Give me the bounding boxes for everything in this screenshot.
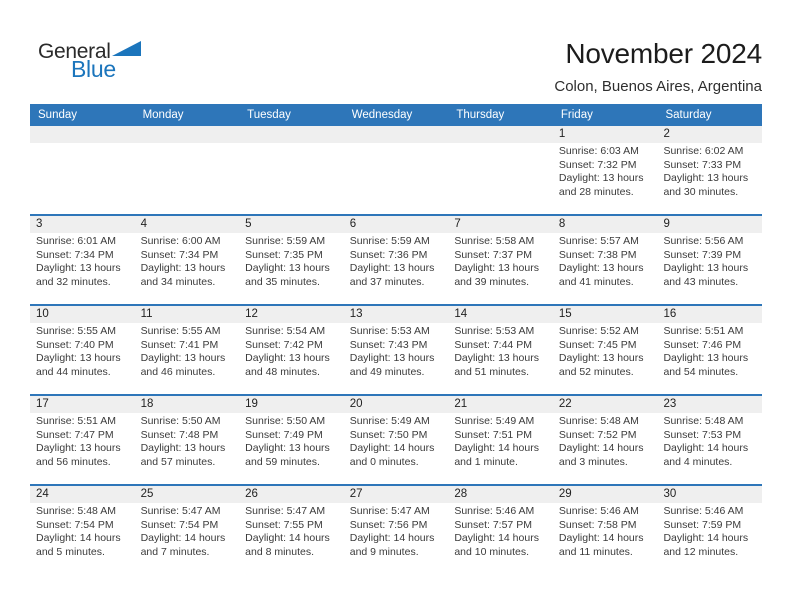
sunset-line: Sunset: 7:55 PM bbox=[245, 518, 323, 531]
day-detail-strip bbox=[30, 233, 762, 289]
day-number: 5 bbox=[245, 218, 252, 230]
day-cell bbox=[448, 233, 553, 289]
day-number: 17 bbox=[36, 398, 49, 410]
day-cell bbox=[657, 323, 762, 379]
sunrise-line: Sunrise: 5:57 AM bbox=[558, 235, 639, 247]
day-number: 24 bbox=[36, 488, 49, 500]
sunset-line: Sunset: 7:52 PM bbox=[558, 428, 637, 441]
sunrise-line: Sunrise: 5:56 AM bbox=[663, 235, 744, 247]
day-cell bbox=[657, 413, 762, 469]
day-number: 4 bbox=[140, 218, 147, 230]
sunset-line: Sunset: 7:42 PM bbox=[245, 338, 323, 351]
sunrise-line: Sunrise: 5:53 AM bbox=[349, 325, 430, 337]
sunrise-line: Sunrise: 5:51 AM bbox=[36, 415, 116, 427]
sunset-line: Sunset: 7:33 PM bbox=[663, 158, 742, 171]
day-number: 19 bbox=[245, 398, 258, 410]
day-number: 3 bbox=[36, 218, 43, 230]
day-number: 6 bbox=[349, 218, 357, 230]
weekday-header-monday: Monday bbox=[142, 109, 184, 121]
sunrise-line: Sunrise: 5:55 AM bbox=[140, 325, 221, 337]
daylight-line: Daylight: 13 hours and 49 minutes. bbox=[349, 352, 435, 378]
sunrise-line: Sunrise: 5:46 AM bbox=[454, 505, 535, 517]
calendar-body bbox=[30, 126, 762, 574]
day-number: 28 bbox=[454, 488, 468, 500]
sunset-line: Sunset: 7:37 PM bbox=[454, 248, 532, 261]
day-cell bbox=[448, 323, 553, 379]
daylight-line: Daylight: 14 hours and 5 minutes. bbox=[36, 532, 121, 558]
day-number: 26 bbox=[245, 488, 258, 500]
daylight-line: Daylight: 13 hours and 34 minutes. bbox=[140, 262, 226, 288]
day-number-strip bbox=[30, 126, 762, 143]
sunset-line: Sunset: 7:56 PM bbox=[349, 518, 428, 531]
day-number: 15 bbox=[558, 308, 572, 320]
day-number: 27 bbox=[349, 488, 363, 500]
day-number: 18 bbox=[140, 398, 154, 410]
sunset-line: Sunset: 7:58 PM bbox=[558, 518, 637, 531]
day-cell bbox=[344, 503, 449, 559]
daylight-line: Daylight: 14 hours and 10 minutes. bbox=[454, 532, 539, 558]
day-cell bbox=[135, 233, 240, 289]
weekday-header-wednesday: Wednesday bbox=[351, 109, 413, 121]
sunrise-line: Sunrise: 5:48 AM bbox=[663, 415, 744, 427]
day-cell bbox=[553, 233, 658, 289]
sunrise-line: Sunrise: 6:01 AM bbox=[36, 235, 116, 247]
day-number-empty bbox=[135, 126, 240, 143]
day-cell bbox=[239, 323, 344, 379]
day-cell-empty bbox=[344, 143, 449, 199]
day-cell bbox=[135, 413, 240, 469]
weekday-header-sunday: Sunday bbox=[38, 109, 78, 121]
daylight-line: Daylight: 13 hours and 28 minutes. bbox=[558, 172, 644, 198]
sunset-line: Sunset: 7:59 PM bbox=[663, 518, 742, 531]
sunrise-line: Sunrise: 5:59 AM bbox=[245, 235, 326, 247]
daylight-line: Daylight: 14 hours and 3 minutes. bbox=[558, 442, 644, 468]
day-cell bbox=[239, 413, 344, 469]
sunrise-line: Sunrise: 6:02 AM bbox=[663, 145, 744, 157]
day-number-strip bbox=[30, 306, 762, 323]
sunrise-line: Sunrise: 5:51 AM bbox=[663, 325, 744, 337]
sunset-line: Sunset: 7:41 PM bbox=[140, 338, 219, 351]
sunrise-line: Sunrise: 5:46 AM bbox=[558, 505, 639, 517]
weekday-header-row bbox=[30, 104, 762, 126]
day-cell bbox=[553, 323, 658, 379]
day-number-strip bbox=[30, 396, 762, 413]
sunset-line: Sunset: 7:34 PM bbox=[140, 248, 219, 261]
sunset-line: Sunset: 7:51 PM bbox=[454, 428, 532, 441]
daylight-line: Daylight: 13 hours and 41 minutes. bbox=[558, 262, 644, 288]
day-number: 21 bbox=[454, 398, 468, 410]
sunrise-line: Sunrise: 5:47 AM bbox=[349, 505, 430, 517]
sunset-line: Sunset: 7:44 PM bbox=[454, 338, 532, 351]
weekday-header-saturday: Saturday bbox=[665, 109, 712, 121]
day-number: 2 bbox=[663, 128, 670, 140]
sunrise-line: Sunrise: 5:47 AM bbox=[245, 505, 326, 517]
sunset-line: Sunset: 7:48 PM bbox=[140, 428, 219, 441]
day-detail-strip bbox=[30, 503, 762, 559]
sunset-line: Sunset: 7:49 PM bbox=[245, 428, 323, 441]
sunrise-line: Sunrise: 5:48 AM bbox=[36, 505, 116, 517]
day-number: 23 bbox=[663, 398, 677, 410]
sunset-line: Sunset: 7:38 PM bbox=[558, 248, 637, 261]
daylight-line: Daylight: 13 hours and 51 minutes. bbox=[454, 352, 539, 378]
daylight-line: Daylight: 14 hours and 12 minutes. bbox=[663, 532, 749, 558]
day-cell-empty bbox=[448, 143, 553, 199]
day-number: 7 bbox=[454, 218, 461, 230]
daylight-line: Daylight: 13 hours and 56 minutes. bbox=[36, 442, 121, 468]
day-number: 20 bbox=[349, 398, 363, 410]
daylight-line: Daylight: 14 hours and 8 minutes. bbox=[245, 532, 330, 558]
day-cell bbox=[657, 233, 762, 289]
day-cell bbox=[135, 323, 240, 379]
day-cell-empty bbox=[30, 143, 135, 199]
logo-triangle-icon bbox=[112, 38, 141, 61]
sunrise-line: Sunrise: 5:53 AM bbox=[454, 325, 535, 337]
daylight-line: Daylight: 14 hours and 4 minutes. bbox=[663, 442, 749, 468]
sunset-line: Sunset: 7:47 PM bbox=[36, 428, 114, 441]
day-cell bbox=[344, 323, 449, 379]
weekday-header-friday: Friday bbox=[560, 109, 593, 121]
day-cell bbox=[30, 233, 135, 289]
daylight-line: Daylight: 13 hours and 46 minutes. bbox=[140, 352, 226, 378]
day-detail-strip bbox=[30, 143, 762, 199]
daylight-line: Daylight: 13 hours and 35 minutes. bbox=[245, 262, 330, 288]
day-cell bbox=[448, 413, 553, 469]
week-row bbox=[30, 394, 762, 484]
sunset-line: Sunset: 7:46 PM bbox=[663, 338, 742, 351]
week-row bbox=[30, 214, 762, 304]
sunset-line: Sunset: 7:50 PM bbox=[349, 428, 428, 441]
day-cell bbox=[657, 143, 762, 199]
day-number: 14 bbox=[454, 308, 468, 320]
day-cell bbox=[344, 233, 449, 289]
day-cell bbox=[344, 413, 449, 469]
sunset-line: Sunset: 7:45 PM bbox=[558, 338, 637, 351]
daylight-line: Daylight: 13 hours and 59 minutes. bbox=[245, 442, 330, 468]
sunset-line: Sunset: 7:40 PM bbox=[36, 338, 114, 351]
sunrise-line: Sunrise: 5:50 AM bbox=[245, 415, 326, 427]
day-number: 25 bbox=[140, 488, 154, 500]
sunset-line: Sunset: 7:35 PM bbox=[245, 248, 323, 261]
sunrise-line: Sunrise: 5:59 AM bbox=[349, 235, 430, 247]
day-number: 16 bbox=[663, 308, 677, 320]
weekday-header-tuesday: Tuesday bbox=[247, 109, 291, 121]
week-row bbox=[30, 126, 762, 214]
sunset-line: Sunset: 7:32 PM bbox=[558, 158, 637, 171]
day-cell-empty bbox=[135, 143, 240, 199]
sunrise-line: Sunrise: 5:52 AM bbox=[558, 325, 639, 337]
day-cell bbox=[553, 503, 658, 559]
daylight-line: Daylight: 13 hours and 54 minutes. bbox=[663, 352, 749, 378]
day-number: 10 bbox=[36, 308, 49, 320]
sunset-line: Sunset: 7:39 PM bbox=[663, 248, 742, 261]
sunset-line: Sunset: 7:57 PM bbox=[454, 518, 532, 531]
day-number: 30 bbox=[663, 488, 677, 500]
day-number-empty bbox=[239, 126, 344, 143]
day-cell bbox=[239, 233, 344, 289]
daylight-line: Daylight: 13 hours and 37 minutes. bbox=[349, 262, 435, 288]
sunset-line: Sunset: 7:43 PM bbox=[349, 338, 428, 351]
sunrise-line: Sunrise: 5:50 AM bbox=[140, 415, 221, 427]
day-cell bbox=[448, 503, 553, 559]
day-cell bbox=[239, 503, 344, 559]
sunrise-line: Sunrise: 5:58 AM bbox=[454, 235, 535, 247]
week-row bbox=[30, 304, 762, 394]
daylight-line: Daylight: 14 hours and 1 minute. bbox=[454, 442, 539, 468]
sunrise-line: Sunrise: 5:46 AM bbox=[663, 505, 744, 517]
sunset-line: Sunset: 7:54 PM bbox=[140, 518, 219, 531]
sunrise-line: Sunrise: 5:49 AM bbox=[349, 415, 430, 427]
sunset-line: Sunset: 7:54 PM bbox=[36, 518, 114, 531]
day-number-strip bbox=[30, 486, 762, 503]
daylight-line: Daylight: 13 hours and 44 minutes. bbox=[36, 352, 121, 378]
day-number: 11 bbox=[140, 308, 153, 320]
day-cell bbox=[553, 143, 658, 199]
daylight-line: Daylight: 14 hours and 0 minutes. bbox=[349, 442, 435, 468]
day-cell bbox=[135, 503, 240, 559]
daylight-line: Daylight: 13 hours and 32 minutes. bbox=[36, 262, 121, 288]
sunrise-line: Sunrise: 6:03 AM bbox=[558, 145, 639, 157]
day-number: 9 bbox=[663, 218, 670, 230]
day-cell bbox=[30, 413, 135, 469]
sunset-line: Sunset: 7:53 PM bbox=[663, 428, 742, 441]
sunrise-line: Sunrise: 5:54 AM bbox=[245, 325, 326, 337]
daylight-line: Daylight: 13 hours and 39 minutes. bbox=[454, 262, 539, 288]
daylight-line: Daylight: 13 hours and 52 minutes. bbox=[558, 352, 644, 378]
page-title: November 2024 bbox=[565, 38, 762, 69]
calendar-grid bbox=[30, 104, 762, 574]
page-subtitle: Colon, Buenos Aires, Argentina bbox=[554, 78, 762, 95]
sunset-line: Sunset: 7:36 PM bbox=[349, 248, 428, 261]
logo-text-general: General bbox=[38, 40, 111, 63]
sunrise-line: Sunrise: 5:48 AM bbox=[558, 415, 639, 427]
sunrise-line: Sunrise: 5:55 AM bbox=[36, 325, 116, 337]
day-number-empty bbox=[30, 126, 135, 143]
day-number-strip bbox=[30, 216, 762, 233]
day-cell bbox=[657, 503, 762, 559]
sunrise-line: Sunrise: 5:47 AM bbox=[140, 505, 221, 517]
sunset-line: Sunset: 7:34 PM bbox=[36, 248, 114, 261]
day-number-empty bbox=[448, 126, 553, 143]
sunrise-line: Sunrise: 6:00 AM bbox=[140, 235, 221, 247]
daylight-line: Daylight: 13 hours and 57 minutes. bbox=[140, 442, 226, 468]
day-detail-strip bbox=[30, 323, 762, 379]
logo-text-blue: Blue bbox=[71, 56, 116, 82]
day-number: 22 bbox=[558, 398, 572, 410]
day-number: 12 bbox=[245, 308, 258, 320]
day-cell bbox=[30, 503, 135, 559]
daylight-line: Daylight: 14 hours and 7 minutes. bbox=[140, 532, 226, 558]
day-cell-empty bbox=[239, 143, 344, 199]
daylight-line: Daylight: 13 hours and 30 minutes. bbox=[663, 172, 749, 198]
weekday-header-thursday: Thursday bbox=[456, 109, 505, 121]
day-number: 1 bbox=[558, 128, 566, 140]
daylight-line: Daylight: 14 hours and 9 minutes. bbox=[349, 532, 435, 558]
daylight-line: Daylight: 13 hours and 48 minutes. bbox=[245, 352, 330, 378]
day-number: 29 bbox=[558, 488, 572, 500]
day-number-empty bbox=[344, 126, 449, 143]
day-detail-strip bbox=[30, 413, 762, 469]
daylight-line: Daylight: 13 hours and 43 minutes. bbox=[663, 262, 749, 288]
day-number: 13 bbox=[349, 308, 363, 320]
day-cell bbox=[30, 323, 135, 379]
week-row bbox=[30, 484, 762, 574]
day-cell bbox=[553, 413, 658, 469]
day-number: 8 bbox=[558, 218, 566, 230]
daylight-line: Daylight: 14 hours and 11 minutes. bbox=[558, 532, 644, 558]
sunrise-line: Sunrise: 5:49 AM bbox=[454, 415, 535, 427]
general-blue-logo bbox=[38, 38, 148, 82]
